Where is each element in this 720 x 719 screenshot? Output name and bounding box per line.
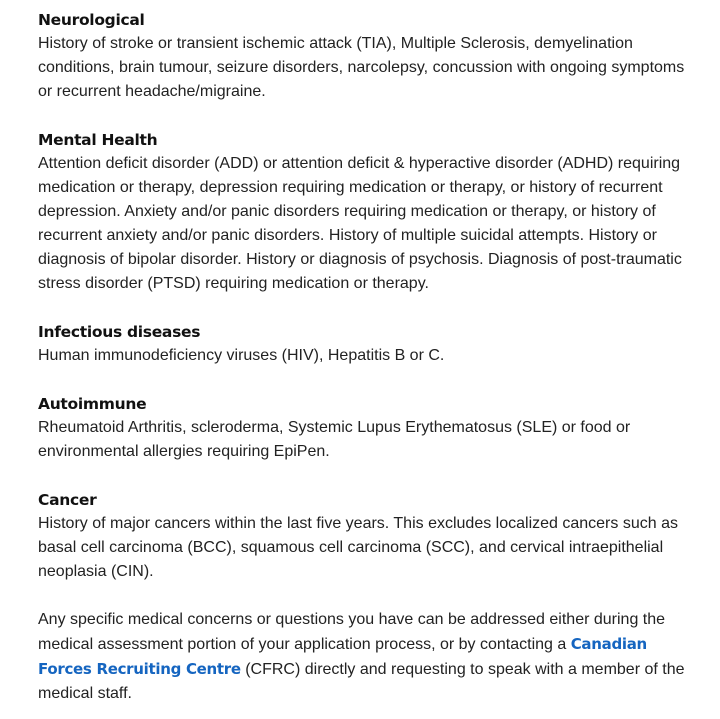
section-text: History of major cancers within the last five years. This excludes localized cancers such as basal cell carcinoma (BCC), squamous cell carcinoma (SCC), and cervical intraepithelial neoplasia (CIN). — [38, 515, 678, 580]
section-heading: Autoimmune — [38, 395, 147, 413]
section-mental-health — [38, 128, 700, 296]
document-body — [38, 8, 700, 706]
section-autoimmune — [38, 392, 700, 464]
section-text: History of stroke or transient ischemic attack (TIA), Multiple Sclerosis, demyelination conditions, brain tumour, seizure disorders, narcolepsy, concussion with ongoing symptoms or recurrent headache/migraine. — [38, 35, 685, 100]
section-infectious-diseases — [38, 320, 700, 368]
cfrc-link[interactable]: Canadian Forces Recruiting Centre — [38, 635, 647, 678]
section-neurological — [38, 8, 700, 104]
section-text: Human immunodeficiency viruses (HIV), Hepatitis B or C. — [38, 347, 445, 364]
section-text: Rheumatoid Arthritis, scleroderma, Systemic Lupus Erythematosus (SLE) or food or environmental allergies requiring EpiPen. — [38, 419, 631, 460]
closing-text-before-link: Any specific medical concerns or questions you have can be addressed either during the medical assessment portion of your application process, or by contacting a — [38, 611, 666, 653]
section-cancer — [38, 488, 700, 584]
section-text: Attention deficit disorder (ADD) or attention deficit & hyperactive disorder (ADHD) requiring medication or therapy, depression requiring medication or therapy, or history of recurrent depression. Anxiety and/or panic disorders requiring medication or therapy, or history of recurrent anxiety and/or panic disorders. History of multiple suicidal attempts. History or diagnosis of bipolar disorder. History or diagnosis of psychosis. Diagnosis of post-traumatic stress disorder (PTSD) requiring medication or therapy. — [38, 155, 682, 292]
section-heading: Infectious diseases — [38, 323, 201, 341]
section-heading: Mental Health — [38, 131, 158, 149]
section-heading: Cancer — [38, 491, 97, 509]
closing-paragraph — [38, 608, 700, 706]
section-heading: Neurological — [38, 11, 145, 29]
closing-text-after-link: (CFRC) directly and requesting to speak with a member of the medical staff. — [38, 661, 685, 702]
